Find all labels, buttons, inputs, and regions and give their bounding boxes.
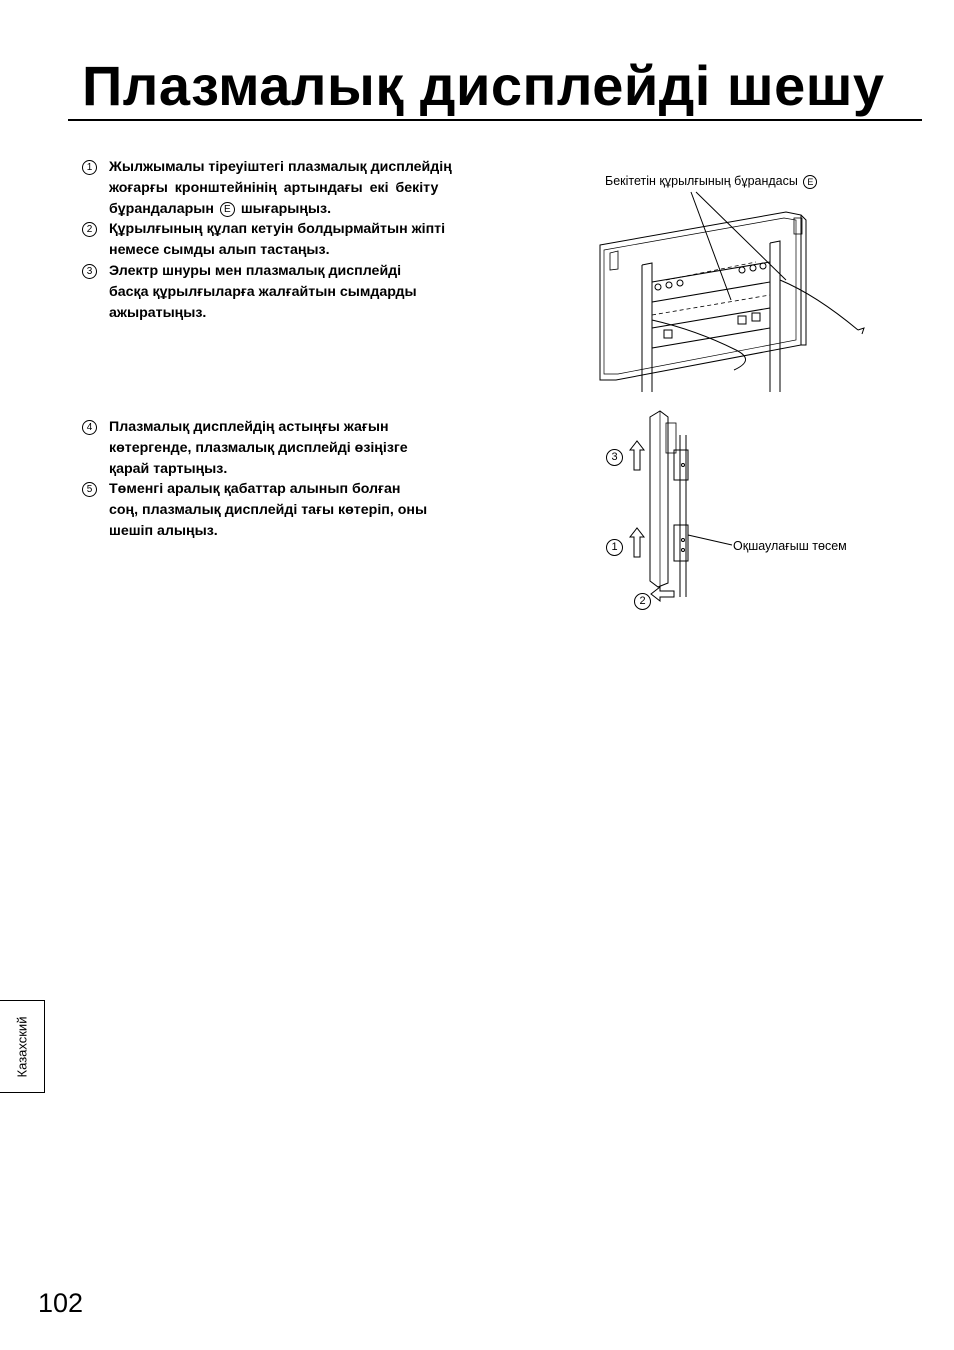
step-3 [82, 261, 502, 323]
step-line: көтергенде, плазмалық дисплейді өзіңізге [109, 439, 408, 456]
step-line: қарай тартыңыз. [109, 460, 228, 477]
language-tab [0, 1000, 45, 1093]
step-line: Электр шнуры мен плазмалық дисплейді [109, 262, 402, 279]
screw-label: Бекітетін құрылғының бұрандасы E [605, 174, 817, 189]
side-view-illustration [600, 405, 880, 615]
arrow-marker-1: 1 [606, 539, 623, 556]
rear-view-diagram [596, 170, 896, 395]
step-line: басқа құрылғыларға жалғайтын сымдарды [109, 283, 417, 300]
step-text: бұрандаларын [109, 200, 214, 217]
step-1 [82, 157, 502, 219]
page-title: Плазмалық дисплейді шешу [82, 54, 885, 117]
step-number: 4 [82, 420, 97, 435]
step-line: шешіп алыңыз. [109, 522, 218, 539]
step-number: 2 [82, 222, 97, 237]
title-underline [68, 119, 922, 121]
step-number: 3 [82, 264, 97, 279]
step-4 [82, 417, 502, 479]
language-label: Казахский [14, 1016, 30, 1078]
step-line: ажыратыңыз. [109, 304, 207, 321]
step-line: соң, плазмалық дисплейді тағы көтеріп, оны [109, 502, 428, 519]
arrow-marker-2: 2 [634, 593, 651, 610]
rear-view-illustration [596, 170, 896, 395]
marker-e: E [803, 175, 817, 189]
steps-group-1 [82, 157, 502, 323]
step-line: немесе сымды алып тастаңыз. [109, 242, 330, 259]
marker-e: E [220, 202, 235, 217]
step-5 [82, 479, 502, 541]
pad-label: Оқшаулағыш төсем [733, 539, 847, 553]
step-line: Төменгі аралық қабаттар алынып болған [109, 481, 401, 498]
step-line: Жылжымалы тіреуіштегі плазмалық дисплейдің [109, 159, 452, 175]
step-text: шығарыңыз. [240, 200, 332, 217]
step-2 [82, 219, 502, 261]
step-line: жоғарғы кронштейнінің артындағы екі бекіту [109, 179, 439, 196]
step-line: Плазмалық дисплейдің астыңғы жағын [109, 419, 389, 435]
step-line: Құрылғының құлап кетуін болдырмайтын жіпті [109, 221, 446, 238]
page-number: 102 [38, 1288, 84, 1318]
step-line [109, 199, 502, 220]
steps-group-2 [82, 417, 502, 542]
step-number: 1 [82, 160, 97, 175]
arrow-marker-3: 3 [606, 449, 623, 466]
step-number: 5 [82, 482, 97, 497]
side-view-diagram [600, 405, 880, 615]
